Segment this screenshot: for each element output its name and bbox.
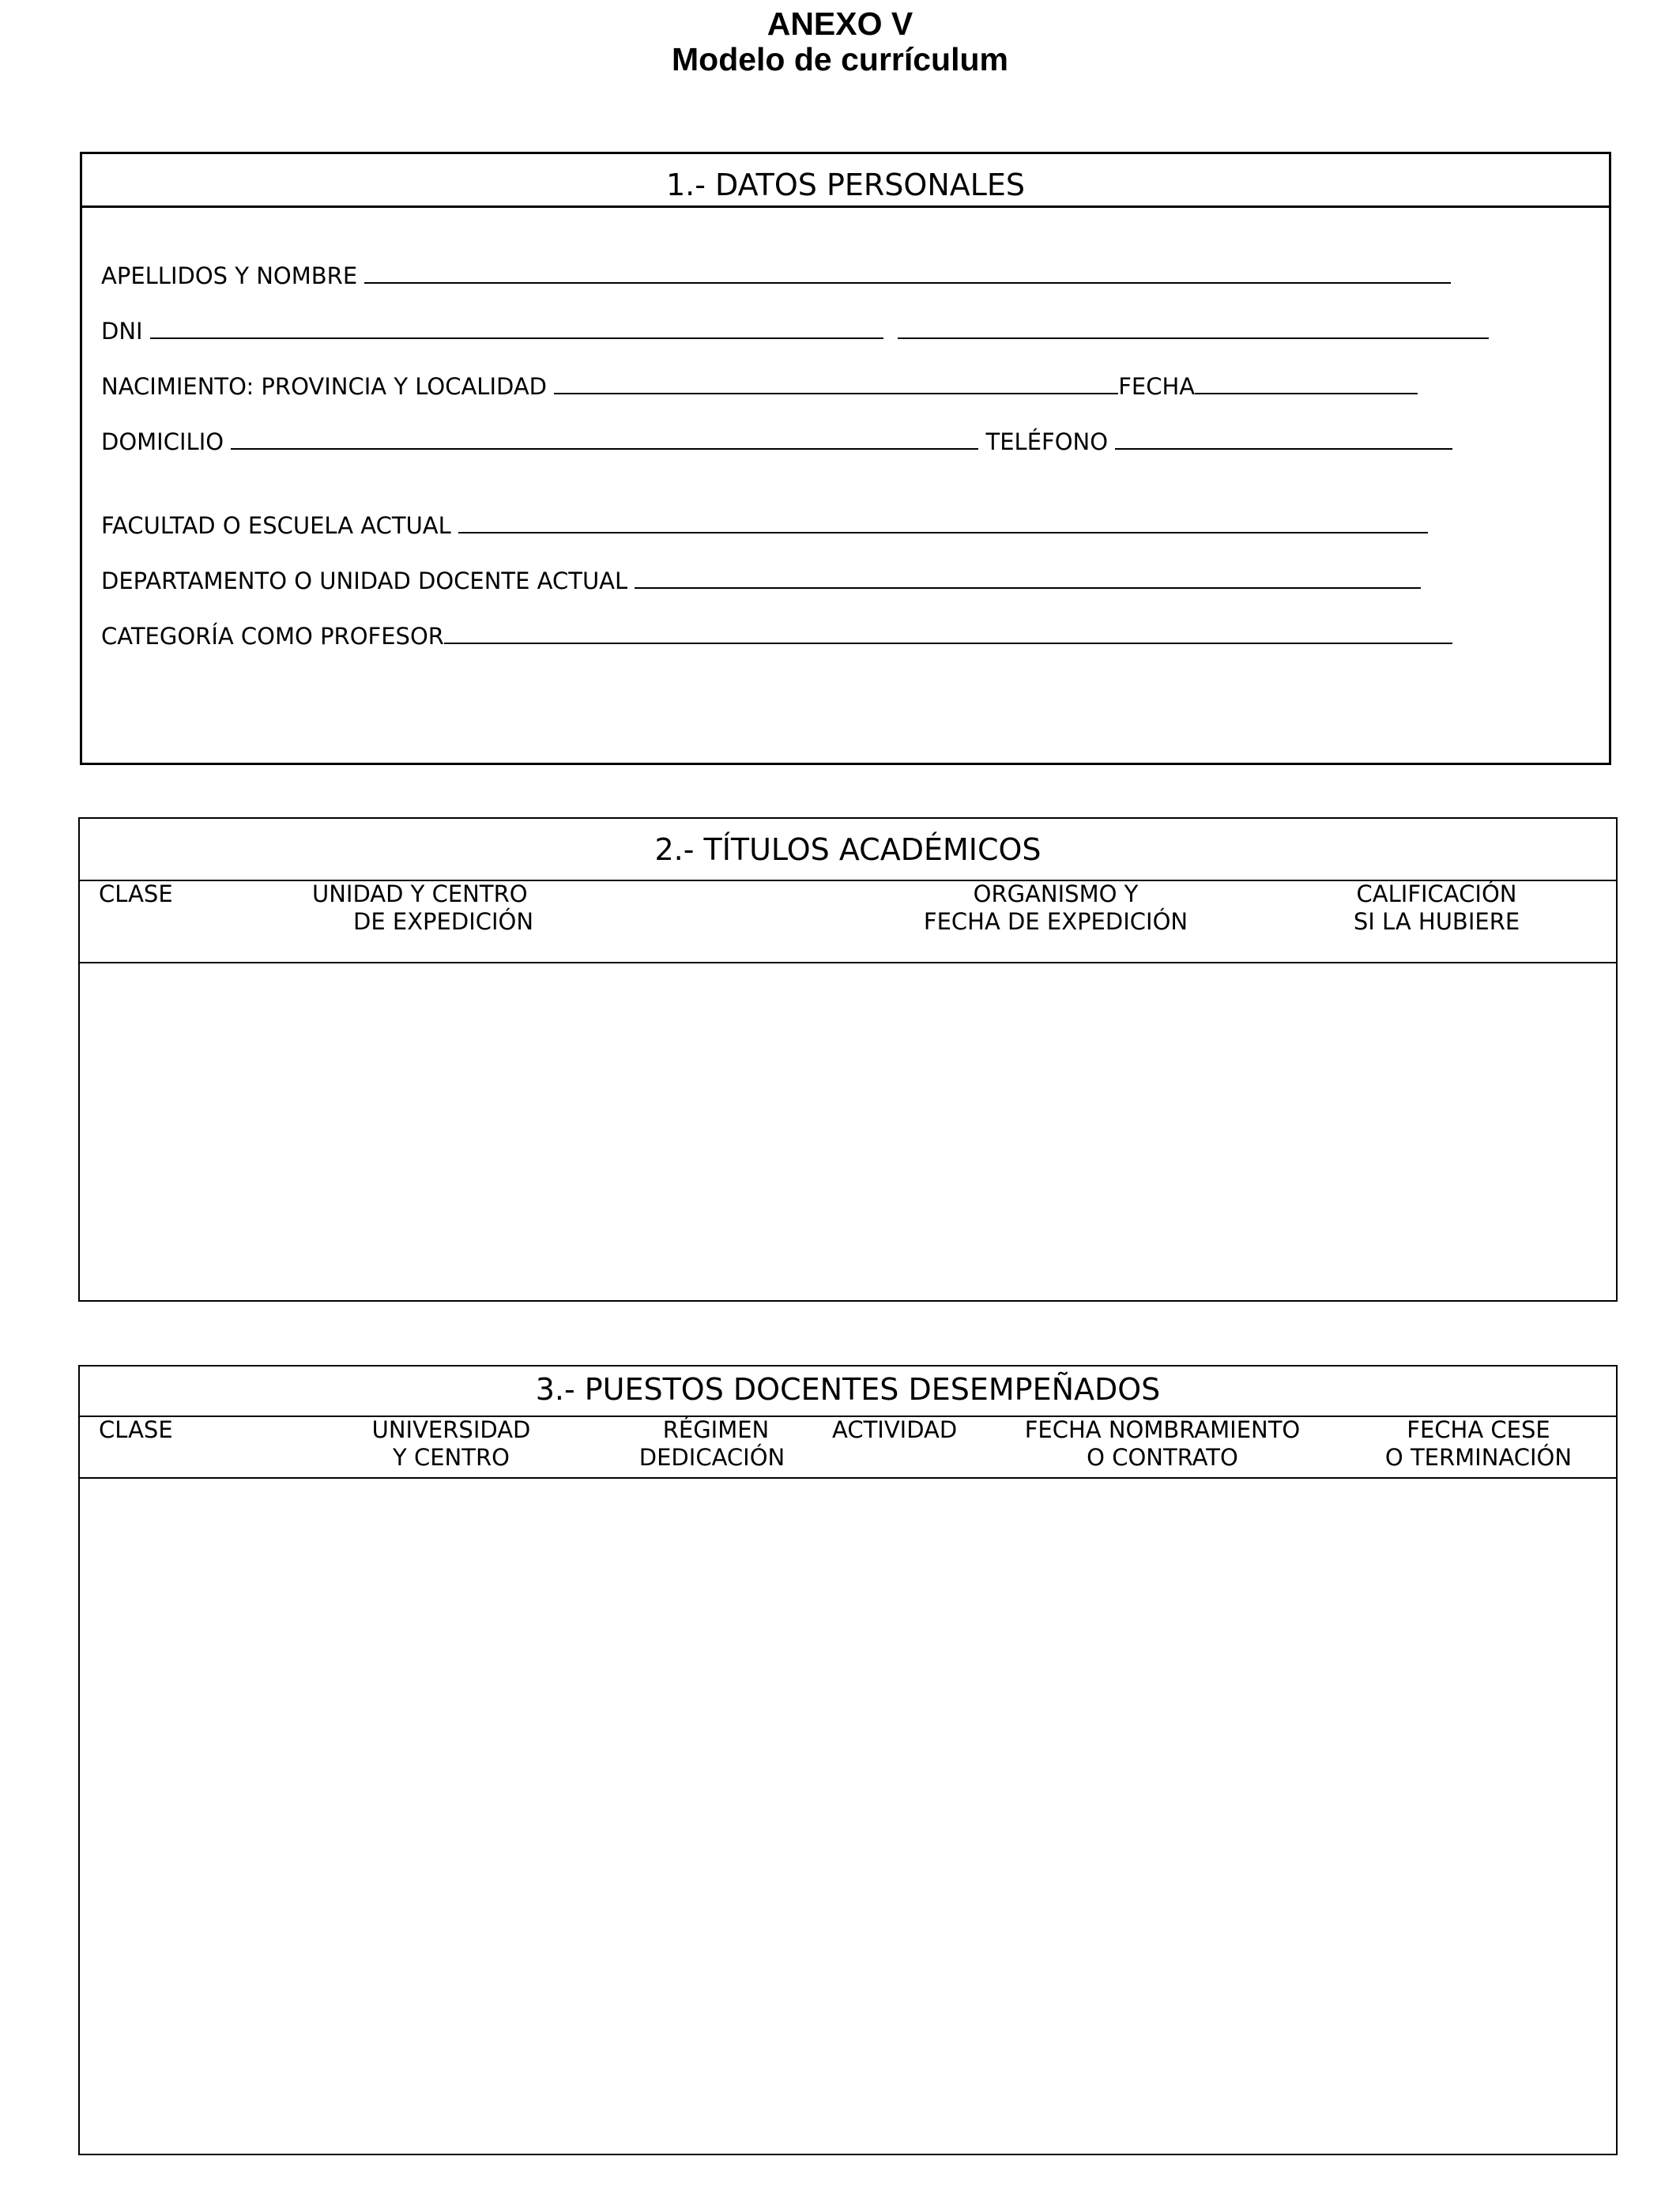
field-row-domicilio xyxy=(101,428,1452,454)
section-puestos-docentes xyxy=(78,1365,1618,2155)
header-divider xyxy=(80,962,1616,963)
section-heading-text: 2.- TÍTULOS ACADÉMICOS xyxy=(654,832,1042,867)
section-heading xyxy=(80,819,1616,881)
column-header-text: RÉGIMEN xyxy=(662,1416,770,1443)
field-row-facultad xyxy=(101,511,1428,537)
header-divider xyxy=(80,1477,1616,1479)
column-header-text: UNIDAD Y CENTRO xyxy=(312,880,528,907)
column-header-organismo xyxy=(874,880,1237,936)
column-header-text: CALIFICACIÓN xyxy=(1356,880,1517,907)
telefono-input-line[interactable] xyxy=(1115,428,1452,450)
column-header-text: O CONTRATO xyxy=(1087,1444,1238,1471)
column-header-text: Y CENTRO xyxy=(393,1444,510,1471)
column-header-text: O TERMINACIÓN xyxy=(1384,1444,1573,1471)
dni-second-input-line[interactable] xyxy=(898,317,1489,339)
column-header-nombramiento xyxy=(1004,1416,1320,1472)
column-header-text: FECHA DE EXPEDICIÓN xyxy=(923,908,1188,935)
column-header-text: SI LA HUBIERE xyxy=(1353,908,1520,935)
page-subtitle: Modelo de currículum xyxy=(672,41,1008,77)
column-header-clase xyxy=(99,880,173,908)
column-header-regimen xyxy=(609,1416,815,1472)
column-header-actividad xyxy=(832,1416,957,1444)
domicilio-input-line[interactable] xyxy=(231,428,978,450)
field-label: CATEGORÍA COMO PROFESOR xyxy=(101,623,444,650)
field-label: DEPARTAMENTO O UNIDAD DOCENTE ACTUAL xyxy=(101,567,628,594)
column-header-clase xyxy=(99,1416,173,1444)
field-label: APELLIDOS Y NOMBRE xyxy=(101,262,358,289)
column-header-unidad xyxy=(312,880,612,936)
page-title: ANEXO V xyxy=(767,6,913,42)
titulos-entry-area[interactable] xyxy=(80,964,1616,1300)
fecha-input-line[interactable] xyxy=(1195,372,1418,394)
section-heading xyxy=(82,154,1609,208)
column-header-calificacion xyxy=(1326,880,1547,936)
puestos-entry-area[interactable] xyxy=(80,1480,1616,2154)
facultad-input-line[interactable] xyxy=(458,511,1428,533)
column-header-text: DE EXPEDICIÓN xyxy=(353,908,534,935)
column-header-text: FECHA CESE xyxy=(1407,1416,1550,1443)
column-header-text: UNIVERSIDAD xyxy=(371,1416,531,1443)
section-heading xyxy=(80,1367,1616,1417)
field-label: FACULTAD O ESCUELA ACTUAL xyxy=(101,512,451,539)
field-row-dni xyxy=(101,317,1489,343)
section-heading-text: 1.- DATOS PERSONALES xyxy=(665,168,1026,202)
column-header-text: DEDICACIÓN xyxy=(638,1444,785,1471)
field-row-departamento xyxy=(101,567,1421,593)
column-header-text: CLASE xyxy=(99,1416,173,1443)
field-row-categoria xyxy=(101,622,1452,648)
field-row-nacimiento xyxy=(101,372,1418,398)
field-label: NACIMIENTO: PROVINCIA Y LOCALIDAD xyxy=(101,373,547,400)
field-row-apellidos xyxy=(101,262,1451,288)
field-label: FECHA xyxy=(1118,373,1196,400)
field-label: DNI xyxy=(101,318,143,345)
column-header-text: FECHA NOMBRAMIENTO xyxy=(1024,1416,1301,1443)
field-label: TELÉFONO xyxy=(985,428,1109,455)
section-datos-personales xyxy=(80,152,1611,765)
categoria-input-line[interactable] xyxy=(444,622,1452,644)
column-header-cese xyxy=(1352,1416,1605,1472)
column-header-text: ACTIVIDAD xyxy=(832,1416,958,1443)
departamento-input-line[interactable] xyxy=(635,567,1421,589)
section-titulos-academicos xyxy=(78,817,1618,1302)
column-header-universidad xyxy=(317,1416,586,1472)
column-header-text: ORGANISMO Y xyxy=(973,880,1139,907)
column-header-text: CLASE xyxy=(99,880,173,907)
nacimiento-input-line[interactable] xyxy=(554,372,1118,394)
apellidos-input-line[interactable] xyxy=(364,262,1451,284)
section-heading-text: 3.- PUESTOS DOCENTES DESEMPEÑADOS xyxy=(535,1372,1161,1407)
field-label: DOMICILIO xyxy=(101,428,224,455)
dni-input-line[interactable] xyxy=(150,317,883,339)
